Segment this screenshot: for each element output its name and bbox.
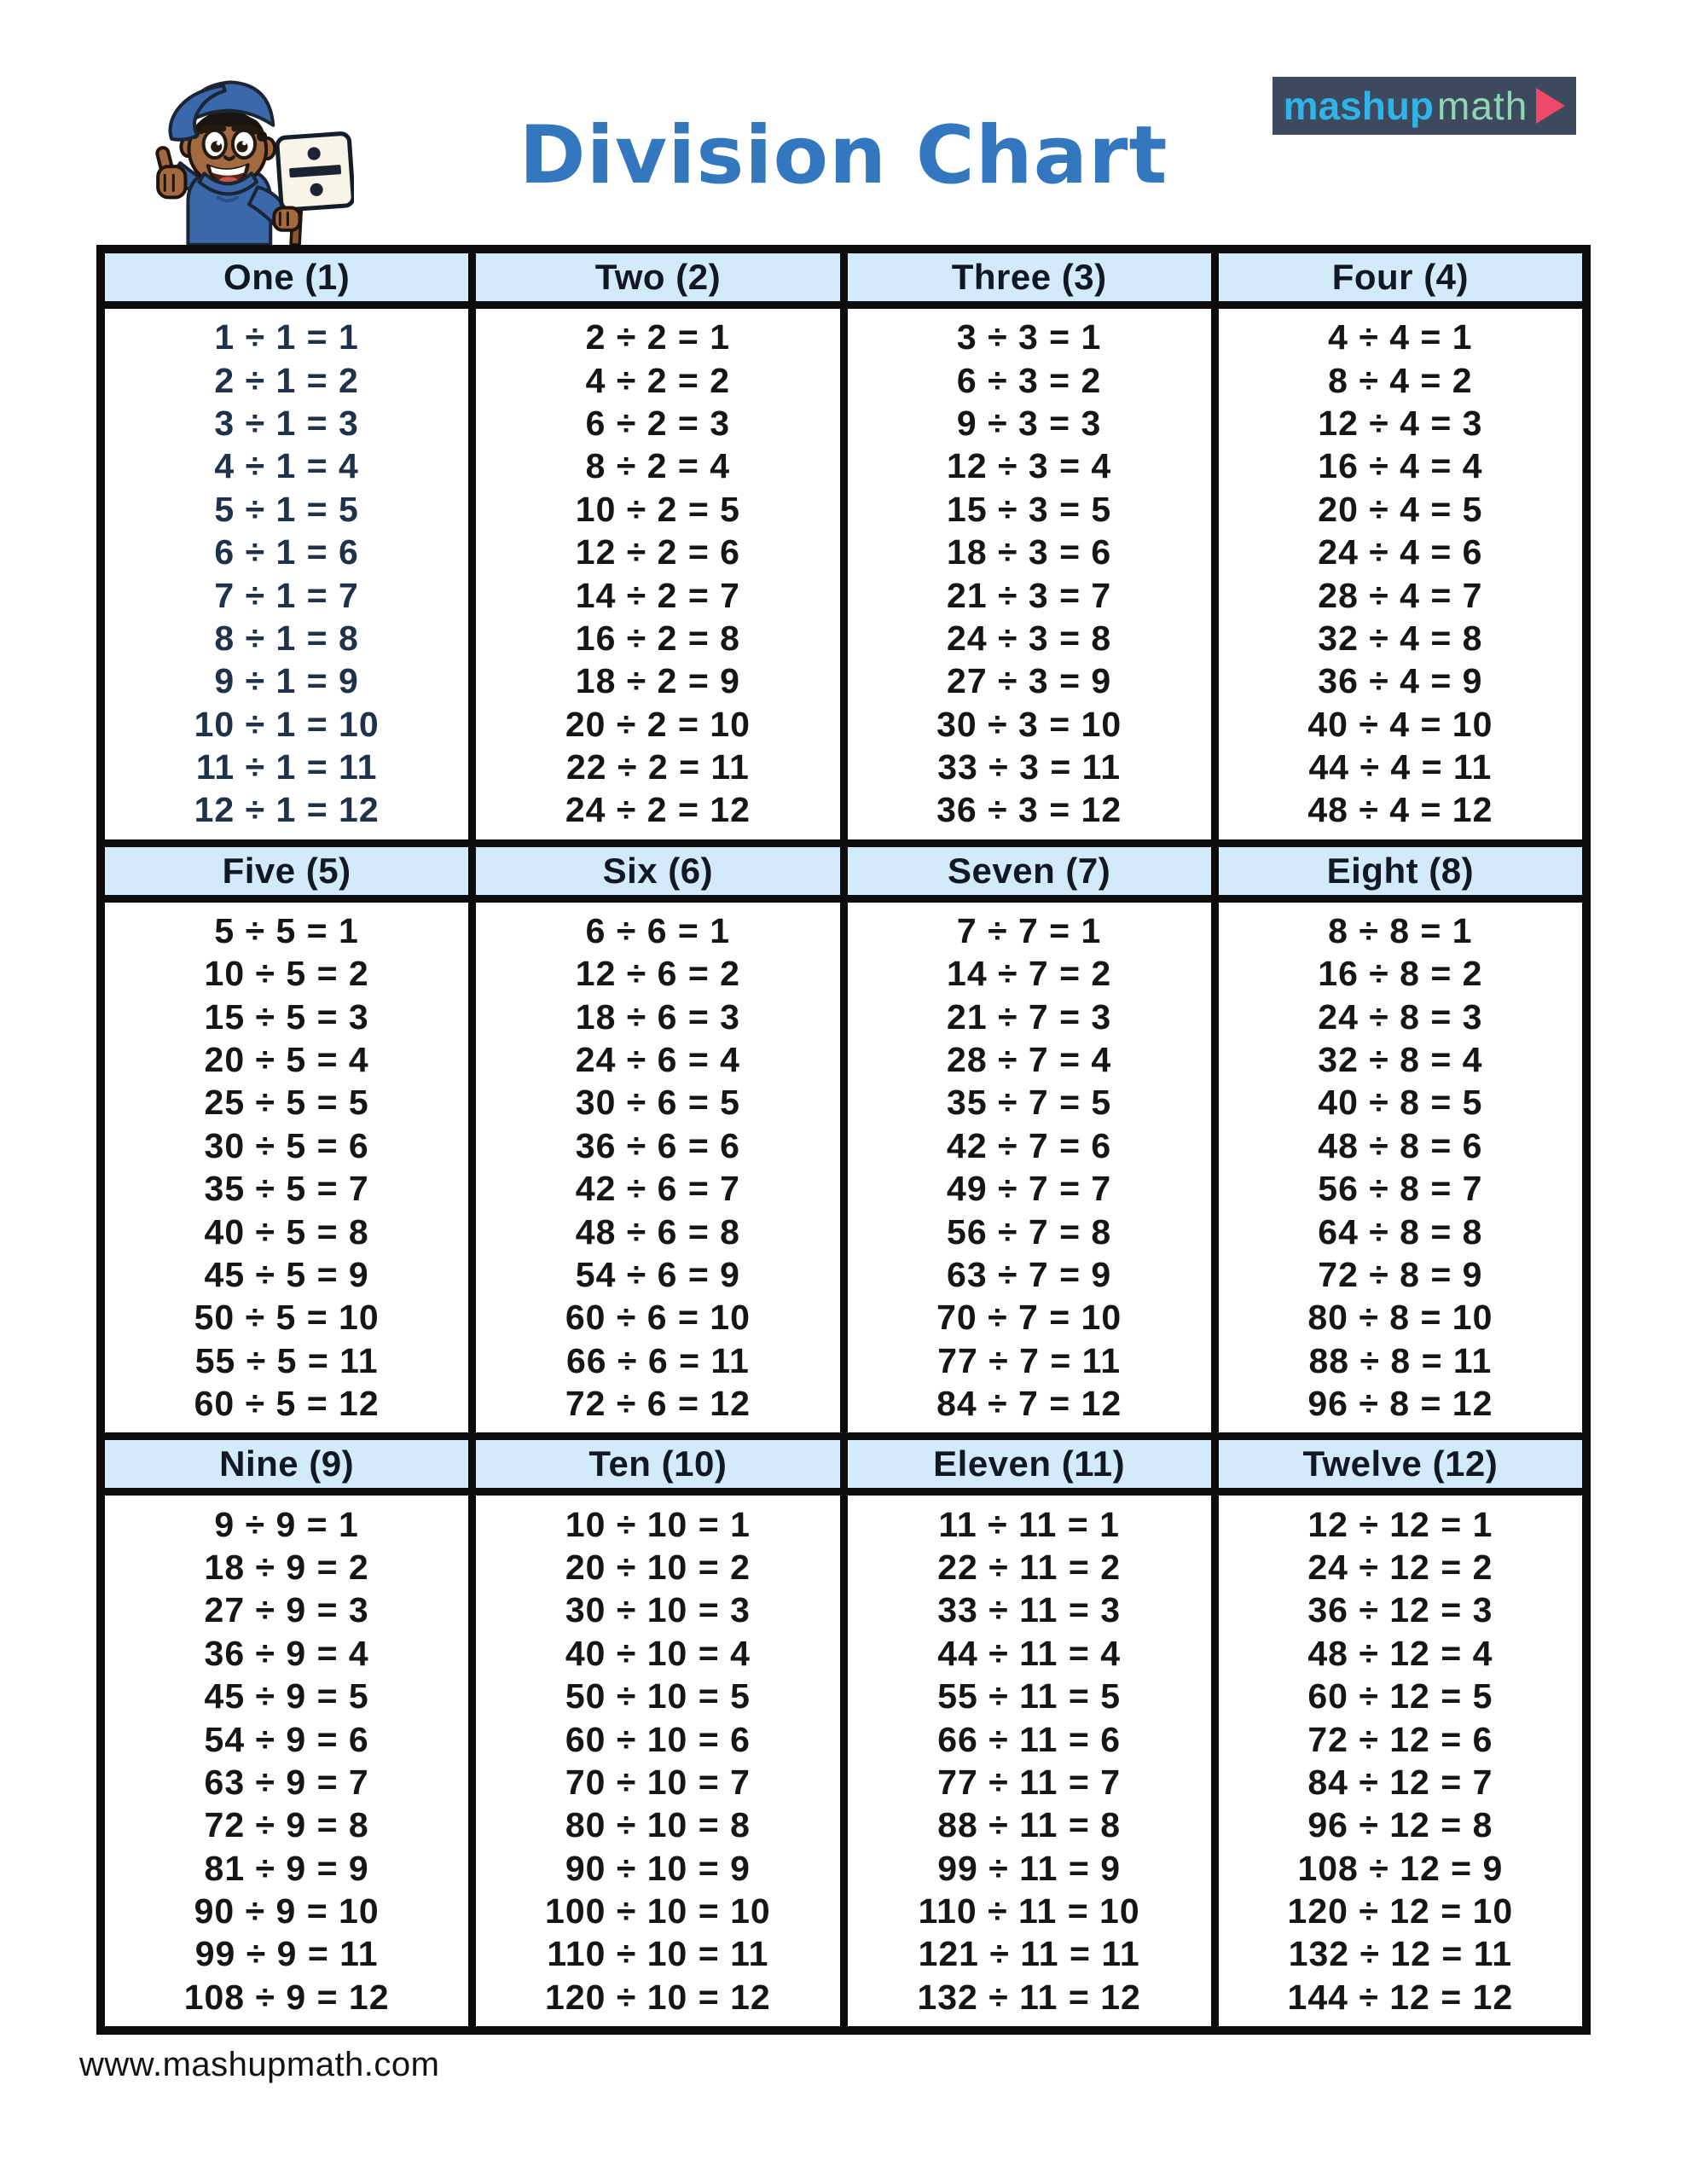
division-fact: 18 ÷ 9 = 2 — [204, 1548, 369, 1588]
division-table — [96, 245, 1591, 2035]
divisor-column-1 — [105, 253, 468, 839]
column-header: Eleven (11) — [848, 1440, 1211, 1496]
division-fact: 3 ÷ 3 = 1 — [956, 317, 1102, 357]
division-fact: 24 ÷ 4 = 6 — [1318, 532, 1483, 572]
table-band-1 — [105, 253, 1582, 839]
division-fact: 16 ÷ 8 = 2 — [1318, 954, 1483, 994]
division-fact: 35 ÷ 7 = 5 — [947, 1083, 1112, 1123]
division-fact: 10 ÷ 5 = 2 — [204, 954, 369, 994]
division-fact: 88 ÷ 8 = 11 — [1308, 1340, 1493, 1380]
division-fact: 54 ÷ 9 = 6 — [204, 1719, 369, 1759]
division-fact: 4 ÷ 1 = 4 — [214, 446, 359, 486]
division-fact: 12 ÷ 6 = 2 — [575, 954, 740, 994]
division-fact: 8 ÷ 1 = 8 — [214, 618, 359, 658]
divisor-column-11 — [848, 1440, 1211, 2026]
mashupmath-logo — [1272, 77, 1576, 135]
division-fact: 12 ÷ 1 = 12 — [194, 790, 380, 830]
division-fact: 42 ÷ 7 = 6 — [947, 1125, 1112, 1165]
division-fact: 32 ÷ 8 = 4 — [1318, 1040, 1483, 1080]
division-fact: 12 ÷ 12 = 1 — [1307, 1504, 1493, 1544]
division-fact: 30 ÷ 10 = 3 — [565, 1590, 751, 1630]
division-fact: 27 ÷ 3 = 9 — [947, 661, 1112, 701]
division-fact: 4 ÷ 2 = 2 — [585, 360, 731, 400]
division-fact: 144 ÷ 12 = 12 — [1287, 1977, 1514, 2017]
division-fact: 5 ÷ 5 = 1 — [214, 911, 359, 951]
division-fact: 56 ÷ 7 = 8 — [947, 1211, 1112, 1252]
division-fact: 72 ÷ 6 = 12 — [565, 1383, 751, 1423]
division-fact: 10 ÷ 2 = 5 — [575, 489, 740, 529]
division-fact: 6 ÷ 1 = 6 — [214, 532, 359, 572]
table-band-3 — [105, 1440, 1582, 2026]
division-fact: 12 ÷ 3 = 4 — [947, 446, 1112, 486]
division-fact: 96 ÷ 8 = 12 — [1307, 1383, 1493, 1423]
division-fact: 14 ÷ 2 = 7 — [575, 575, 740, 615]
division-fact: 63 ÷ 9 = 7 — [204, 1762, 369, 1802]
division-fact: 22 ÷ 2 = 11 — [565, 746, 750, 787]
division-fact: 54 ÷ 6 = 9 — [575, 1254, 740, 1294]
division-fact: 72 ÷ 12 = 6 — [1307, 1719, 1493, 1759]
division-fact: 11 ÷ 1 = 11 — [195, 746, 378, 787]
division-fact: 2 ÷ 2 = 1 — [585, 317, 731, 357]
page-title: Division Chart — [519, 109, 1168, 202]
division-fact: 60 ÷ 10 = 6 — [565, 1719, 751, 1759]
division-fact: 60 ÷ 5 = 12 — [194, 1383, 380, 1423]
division-fact: 25 ÷ 5 = 5 — [204, 1083, 369, 1123]
division-fact: 77 ÷ 7 = 11 — [937, 1340, 1121, 1380]
column-header: Twelve (12) — [1219, 1440, 1582, 1496]
division-fact: 110 ÷ 11 = 10 — [918, 1891, 1140, 1931]
division-fact: 28 ÷ 7 = 4 — [947, 1040, 1112, 1080]
division-fact: 20 ÷ 2 = 10 — [565, 704, 751, 744]
division-fact: 20 ÷ 10 = 2 — [565, 1548, 751, 1588]
division-fact: 30 ÷ 5 = 6 — [204, 1125, 369, 1165]
division-fact: 24 ÷ 12 = 2 — [1307, 1548, 1493, 1588]
logo-text-mashup: mashup — [1283, 84, 1435, 128]
facts-list — [476, 309, 839, 839]
division-fact: 3 ÷ 1 = 3 — [214, 404, 359, 444]
division-fact: 27 ÷ 9 = 3 — [204, 1590, 369, 1630]
division-fact: 84 ÷ 12 = 7 — [1307, 1762, 1493, 1802]
division-fact: 110 ÷ 10 = 11 — [547, 1934, 769, 1974]
division-fact: 22 ÷ 11 = 2 — [937, 1548, 1121, 1588]
division-fact: 48 ÷ 6 = 8 — [575, 1211, 740, 1252]
column-header: Six (6) — [476, 847, 839, 903]
logo-text-math: math — [1437, 84, 1528, 128]
column-header: Five (5) — [105, 847, 468, 903]
division-fact: 36 ÷ 3 = 12 — [936, 790, 1122, 830]
division-fact: 72 ÷ 9 = 8 — [204, 1805, 369, 1845]
division-fact: 24 ÷ 3 = 8 — [947, 618, 1112, 658]
division-fact: 2 ÷ 1 = 2 — [214, 360, 359, 400]
column-header: Ten (10) — [476, 1440, 839, 1496]
division-fact: 32 ÷ 4 = 8 — [1318, 618, 1483, 658]
divisor-column-5 — [105, 847, 468, 1433]
division-fact: 16 ÷ 2 = 8 — [575, 618, 740, 658]
division-fact: 6 ÷ 2 = 3 — [585, 404, 731, 444]
divisor-column-9 — [105, 1440, 468, 2026]
division-fact: 50 ÷ 5 = 10 — [194, 1298, 380, 1338]
division-fact: 10 ÷ 10 = 1 — [565, 1504, 751, 1544]
division-fact: 55 ÷ 11 = 5 — [937, 1676, 1121, 1716]
division-fact: 120 ÷ 10 = 12 — [545, 1977, 771, 2017]
division-fact: 55 ÷ 5 = 11 — [194, 1340, 379, 1380]
division-fact: 42 ÷ 6 = 7 — [575, 1169, 740, 1209]
facts-list — [105, 1496, 468, 2026]
division-fact: 9 ÷ 3 = 3 — [956, 404, 1102, 444]
division-fact: 8 ÷ 2 = 4 — [585, 446, 731, 486]
division-fact: 16 ÷ 4 = 4 — [1318, 446, 1483, 486]
division-fact: 4 ÷ 4 = 1 — [1328, 317, 1473, 357]
division-fact: 24 ÷ 2 = 12 — [565, 790, 751, 830]
division-fact: 40 ÷ 5 = 8 — [204, 1211, 369, 1252]
division-fact: 49 ÷ 7 = 7 — [947, 1169, 1112, 1209]
column-header: Three (3) — [848, 253, 1211, 309]
division-fact: 81 ÷ 9 = 9 — [204, 1848, 369, 1888]
division-fact: 60 ÷ 6 = 10 — [565, 1298, 751, 1338]
division-fact: 10 ÷ 1 = 10 — [194, 704, 380, 744]
division-fact: 36 ÷ 6 = 6 — [575, 1125, 740, 1165]
division-fact: 99 ÷ 9 = 11 — [194, 1934, 379, 1974]
division-fact: 6 ÷ 6 = 1 — [585, 911, 731, 951]
column-header: Four (4) — [1219, 253, 1582, 309]
division-fact: 66 ÷ 6 = 11 — [565, 1340, 750, 1380]
division-fact: 132 ÷ 11 = 12 — [917, 1977, 1141, 2017]
division-fact: 11 ÷ 11 = 1 — [938, 1504, 1120, 1544]
divisor-column-4 — [1219, 253, 1582, 839]
division-fact: 80 ÷ 10 = 8 — [565, 1805, 751, 1845]
facts-list — [105, 309, 468, 839]
division-fact: 108 ÷ 9 = 12 — [183, 1977, 390, 2017]
division-fact: 132 ÷ 12 = 11 — [1288, 1934, 1513, 1974]
division-fact: 72 ÷ 8 = 9 — [1318, 1254, 1483, 1294]
division-fact: 33 ÷ 3 = 11 — [937, 746, 1121, 787]
division-fact: 48 ÷ 12 = 4 — [1307, 1633, 1493, 1673]
division-fact: 12 ÷ 2 = 6 — [575, 532, 740, 572]
division-fact: 120 ÷ 12 = 10 — [1287, 1891, 1514, 1931]
division-fact: 45 ÷ 5 = 9 — [204, 1254, 369, 1294]
division-fact: 96 ÷ 12 = 8 — [1307, 1805, 1493, 1845]
division-fact: 50 ÷ 10 = 5 — [565, 1676, 751, 1716]
column-header: Seven (7) — [848, 847, 1211, 903]
facts-list — [476, 1496, 839, 2026]
division-fact: 20 ÷ 4 = 5 — [1318, 489, 1483, 529]
division-fact: 30 ÷ 3 = 10 — [936, 704, 1122, 744]
facts-list — [848, 1496, 1211, 2026]
division-fact: 40 ÷ 8 = 5 — [1318, 1083, 1483, 1123]
column-header: Eight (8) — [1219, 847, 1582, 903]
division-fact: 7 ÷ 7 = 1 — [956, 911, 1102, 951]
division-fact: 88 ÷ 11 = 8 — [937, 1805, 1121, 1845]
division-fact: 70 ÷ 7 = 10 — [936, 1298, 1122, 1338]
division-fact: 36 ÷ 4 = 9 — [1318, 661, 1483, 701]
division-fact: 100 ÷ 10 = 10 — [545, 1891, 771, 1931]
footer-url: www.mashupmath.com — [79, 2046, 440, 2083]
division-fact: 36 ÷ 9 = 4 — [204, 1633, 369, 1673]
division-fact: 70 ÷ 10 = 7 — [565, 1762, 751, 1802]
division-fact: 45 ÷ 9 = 5 — [204, 1676, 369, 1716]
facts-list — [105, 903, 468, 1433]
division-fact: 18 ÷ 3 = 6 — [947, 532, 1112, 572]
play-triangle-icon — [1536, 88, 1565, 124]
division-fact: 40 ÷ 10 = 4 — [565, 1633, 751, 1673]
division-fact: 18 ÷ 6 = 3 — [575, 996, 740, 1037]
division-fact: 18 ÷ 2 = 9 — [575, 661, 740, 701]
division-fact: 36 ÷ 12 = 3 — [1307, 1590, 1493, 1630]
table-band-2 — [105, 847, 1582, 1433]
division-fact: 90 ÷ 10 = 9 — [565, 1848, 751, 1888]
division-fact: 44 ÷ 11 = 4 — [937, 1633, 1121, 1673]
division-fact: 21 ÷ 3 = 7 — [947, 575, 1112, 615]
division-fact: 48 ÷ 8 = 6 — [1318, 1125, 1483, 1165]
division-fact: 8 ÷ 4 = 2 — [1328, 360, 1473, 400]
division-fact: 66 ÷ 11 = 6 — [937, 1719, 1121, 1759]
division-fact: 99 ÷ 11 = 9 — [937, 1848, 1121, 1888]
facts-list — [848, 903, 1211, 1433]
division-fact: 84 ÷ 7 = 12 — [936, 1383, 1122, 1423]
divisor-column-12 — [1219, 1440, 1582, 2026]
division-fact: 24 ÷ 6 = 4 — [575, 1040, 740, 1080]
division-fact: 35 ÷ 5 = 7 — [204, 1169, 369, 1209]
division-fact: 1 ÷ 1 = 1 — [214, 317, 359, 357]
division-fact: 80 ÷ 8 = 10 — [1307, 1298, 1493, 1338]
division-fact: 44 ÷ 4 = 11 — [1308, 746, 1493, 787]
division-fact: 9 ÷ 9 = 1 — [214, 1504, 359, 1544]
column-header: One (1) — [105, 253, 468, 309]
division-fact: 20 ÷ 5 = 4 — [204, 1040, 369, 1080]
division-fact: 12 ÷ 4 = 3 — [1318, 404, 1483, 444]
division-fact: 121 ÷ 11 = 11 — [918, 1934, 1140, 1974]
division-fact: 64 ÷ 8 = 8 — [1318, 1211, 1483, 1252]
division-fact: 21 ÷ 7 = 3 — [947, 996, 1112, 1037]
division-fact: 48 ÷ 4 = 12 — [1307, 790, 1493, 830]
division-fact: 108 ÷ 12 = 9 — [1297, 1848, 1504, 1888]
division-fact: 24 ÷ 8 = 3 — [1318, 996, 1483, 1037]
division-fact: 7 ÷ 1 = 7 — [214, 575, 359, 615]
column-header: Nine (9) — [105, 1440, 468, 1496]
division-fact: 30 ÷ 6 = 5 — [575, 1083, 740, 1123]
facts-list — [476, 903, 839, 1433]
facts-list — [848, 309, 1211, 839]
facts-list — [1219, 903, 1582, 1433]
division-fact: 63 ÷ 7 = 9 — [947, 1254, 1112, 1294]
facts-list — [1219, 1496, 1582, 2026]
division-fact: 8 ÷ 8 = 1 — [1328, 911, 1473, 951]
division-fact: 40 ÷ 4 = 10 — [1307, 704, 1493, 744]
divisor-column-7 — [848, 847, 1211, 1433]
division-fact: 33 ÷ 11 = 3 — [937, 1590, 1121, 1630]
division-fact: 56 ÷ 8 = 7 — [1318, 1169, 1483, 1209]
column-header: Two (2) — [476, 253, 839, 309]
division-fact: 77 ÷ 11 = 7 — [937, 1762, 1121, 1802]
division-fact: 14 ÷ 7 = 2 — [947, 954, 1112, 994]
divisor-column-6 — [476, 847, 839, 1433]
divisor-column-10 — [476, 1440, 839, 2026]
division-fact: 28 ÷ 4 = 7 — [1318, 575, 1483, 615]
divisor-column-3 — [848, 253, 1211, 839]
divisor-column-8 — [1219, 847, 1582, 1433]
division-fact: 5 ÷ 1 = 5 — [214, 489, 359, 529]
divisor-column-2 — [476, 253, 839, 839]
facts-list — [1219, 309, 1582, 839]
division-fact: 15 ÷ 5 = 3 — [204, 996, 369, 1037]
division-fact: 9 ÷ 1 = 9 — [214, 661, 359, 701]
division-fact: 15 ÷ 3 = 5 — [947, 489, 1112, 529]
division-fact: 90 ÷ 9 = 10 — [194, 1891, 380, 1931]
division-fact: 6 ÷ 3 = 2 — [956, 360, 1102, 400]
division-fact: 60 ÷ 12 = 5 — [1307, 1676, 1493, 1716]
